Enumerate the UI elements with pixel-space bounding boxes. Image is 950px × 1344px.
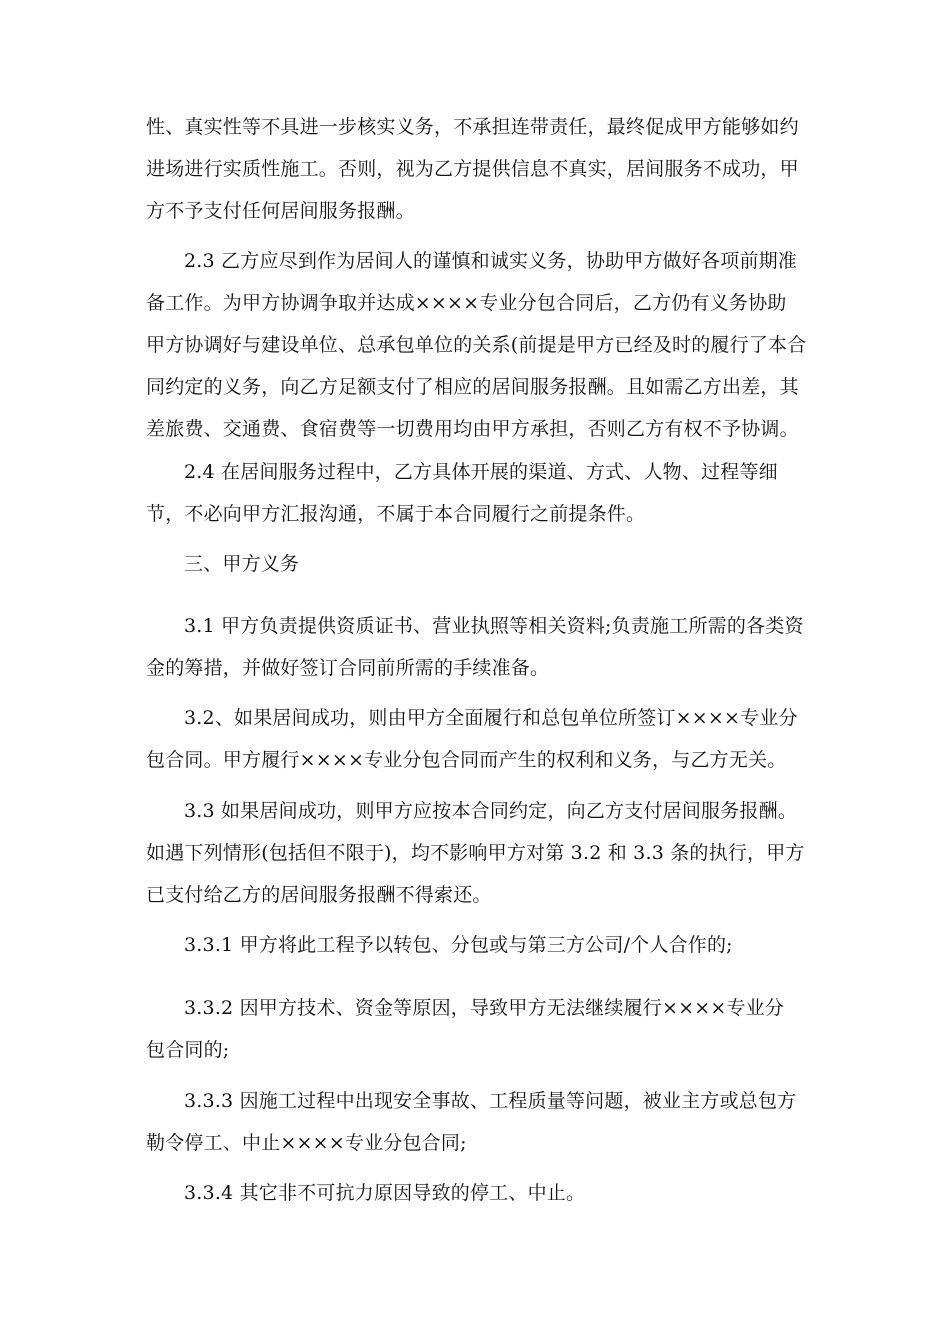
- text-line: 金的筹措，并做好签订合同前所需的手续准备。: [146, 657, 550, 679]
- paragraph-3-3: [146, 790, 826, 916]
- text-line: 3.2、如果居间成功，则由甲方全面履行和总包单位所签订××××专业分: [184, 707, 798, 729]
- text-line: 备工作。为甲方协调争取并达成××××专业分包合同后，乙方仍有义务协助: [146, 292, 787, 314]
- text-line: 3.3 如果居间成功，则甲方应按本合同约定，向乙方支付居间服务报酬。: [184, 800, 798, 822]
- text-line: 方不予支付任何居间服务报酬。: [146, 200, 415, 222]
- paragraph-3-2: [146, 697, 826, 781]
- section-heading-3: [146, 543, 826, 585]
- text-line: 如遇下列情形(包括但不限于)，均不影响甲方对第 3.2 和 3.3 条的执行，甲方: [146, 842, 805, 864]
- text-line: 节，不必向甲方汇报沟通，不属于本合同履行之前提条件。: [146, 503, 646, 525]
- text-line: 3.3.1 甲方将此工程予以转包、分包或与第三方公司/个人合作的;: [184, 934, 733, 956]
- text-line: 已支付给乙方的居间服务报酬不得索还。: [146, 884, 492, 906]
- paragraph-3-3-3: [146, 1080, 826, 1164]
- paragraph-2-3: [146, 240, 826, 450]
- paragraph-3-3-4: [146, 1172, 826, 1214]
- text-line: 2.3 乙方应尽到作为居间人的谨慎和诚实义务，协助甲方做好各项前期准: [184, 250, 798, 272]
- text-line: 3.3.2 因甲方技术、资金等原因，导致甲方无法继续履行××××专业分: [184, 997, 785, 1019]
- paragraph-2-2-continuation: [146, 106, 826, 232]
- paragraph-3-3-1: [146, 924, 826, 966]
- text-line: 进场进行实质性施工。否则，视为乙方提供信息不真实，居间服务不成功，甲: [146, 158, 799, 180]
- paragraph-3-1: [146, 605, 826, 689]
- text-line: 2.4 在居间服务过程中，乙方具体开展的渠道、方式、人物、过程等细: [184, 461, 778, 483]
- text-line: 甲方协调好与建设单位、总承包单位的关系(前提是甲方已经及时的履行了本合: [146, 334, 807, 356]
- text-line: 包合同。甲方履行××××专业分包合同而产生的权利和义务，与乙方无关。: [146, 749, 787, 771]
- text-line: 勒令停工、中止××××专业分包合同;: [146, 1132, 467, 1154]
- text-line: 3.1 甲方负责提供资质证书、营业执照等相关资料;负责施工所需的各类资: [184, 615, 804, 637]
- section-heading-text: 三、甲方义务: [184, 553, 300, 575]
- text-line: 包合同的;: [146, 1039, 230, 1061]
- text-line: 3.3.4 其它非不可抗力原因导致的停工、中止。: [184, 1182, 586, 1204]
- paragraph-3-3-2: [146, 987, 826, 1071]
- paragraph-2-4: [146, 451, 826, 535]
- text-line: 差旅费、交通费、食宿费等一切费用均由甲方承担，否则乙方有权不予协调。: [146, 418, 799, 440]
- text-line: 同约定的义务，向乙方足额支付了相应的居间服务报酬。且如需乙方出差，其: [146, 376, 799, 398]
- text-line: 3.3.3 因施工过程中出现安全事故、工程质量等问题，被业主方或总包方: [184, 1090, 797, 1112]
- text-line: 性、真实性等不具进一步核实义务，不承担连带责任，最终促成甲方能够如约: [146, 116, 799, 138]
